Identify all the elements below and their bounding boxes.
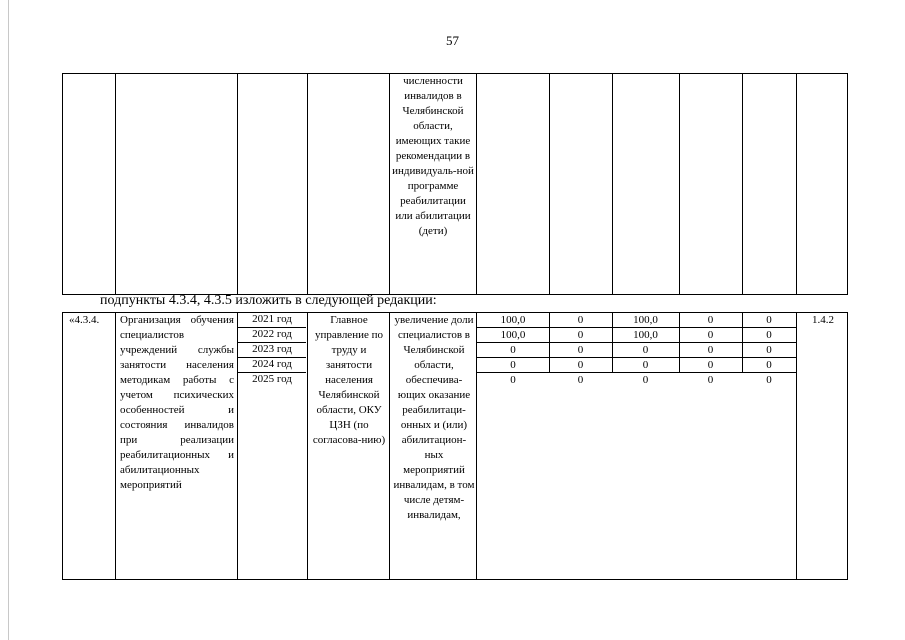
year-label: 2024 год — [252, 358, 292, 370]
value-cell: 0 — [577, 329, 584, 341]
indicator-cell: численности инвалидов в Челябинской области, имеющих такие рекомендации в индивидуаль-ной программе реабилитации или абилитации (дети) — [392, 75, 474, 237]
column-divider — [307, 313, 308, 579]
value-cell: 0 — [510, 359, 516, 371]
value-cell: 0 — [642, 359, 649, 371]
value-cell: 0 — [642, 344, 649, 356]
value-cell: 0 — [766, 329, 772, 341]
value-cell: 100,0 — [500, 314, 526, 326]
value-row — [477, 358, 796, 373]
value-cell: 0 — [766, 374, 772, 386]
item-number: «4.3.4. — [69, 314, 100, 326]
value-cell: 0 — [707, 359, 714, 371]
activity-name: Организация обучения специалистов учреждений службы занятости населения методикам работы с учетом психических особенностей и состояния инвалидов при реализации реабилитационных и абилитационных мероприятий — [120, 314, 234, 491]
executor: Главное управление по труду и занятости населения Челябинской области, ОКУ ЦЗН (по согласова-нию) — [312, 314, 386, 446]
year-label: 2023 год — [252, 343, 292, 355]
amendment-intro: подпункты 4.3.4, 4.3.5 изложить в следующей редакции: — [100, 293, 437, 308]
value-row — [477, 343, 796, 358]
value-cell: 0 — [510, 374, 516, 386]
year-label: 2022 год — [252, 328, 292, 340]
value-row — [477, 313, 796, 328]
value-cell: 100,0 — [500, 329, 526, 341]
column-divider — [115, 74, 116, 294]
column-divider — [115, 313, 116, 579]
column-divider — [679, 74, 680, 294]
column-divider — [796, 313, 797, 579]
value-cell: 100,0 — [633, 314, 658, 326]
value-row — [477, 373, 796, 388]
page-edge — [8, 0, 9, 640]
value-row — [477, 328, 796, 343]
value-cell: 100,0 — [633, 329, 658, 341]
value-cell: 0 — [766, 344, 772, 356]
value-cell: 0 — [510, 344, 516, 356]
column-divider — [612, 74, 613, 294]
column-divider — [796, 74, 797, 294]
value-cell: 0 — [766, 359, 772, 371]
column-divider — [389, 74, 390, 294]
indicator: увеличение доли специалистов в Челябинской области, обеспечива-ющих оказание реабилитаци-онных и (или) абилитацион-ных мероприятий инвалидам, в том числе детям-инвалидам, — [393, 314, 475, 521]
page-number: 57 — [446, 33, 459, 48]
amended-table — [62, 312, 848, 580]
column-divider — [742, 74, 743, 294]
column-divider — [476, 74, 477, 294]
value-cell: 0 — [577, 314, 584, 326]
value-cell: 0 — [577, 374, 584, 386]
column-divider — [237, 74, 238, 294]
value-cell: 0 — [707, 374, 714, 386]
value-cell: 0 — [577, 359, 584, 371]
table-continuation — [62, 73, 848, 295]
column-divider — [389, 313, 390, 579]
value-cell: 0 — [707, 314, 714, 326]
value-cell: 0 — [707, 344, 714, 356]
column-divider — [549, 74, 550, 294]
year-label: 2021 год — [252, 313, 292, 325]
value-cell: 0 — [577, 344, 584, 356]
value-cell: 0 — [766, 314, 772, 326]
column-divider — [307, 74, 308, 294]
value-cell: 0 — [707, 329, 714, 341]
value-cell: 0 — [642, 374, 649, 386]
year-label: 2025 год — [252, 373, 292, 385]
reference-code: 1.4.2 — [812, 314, 834, 326]
